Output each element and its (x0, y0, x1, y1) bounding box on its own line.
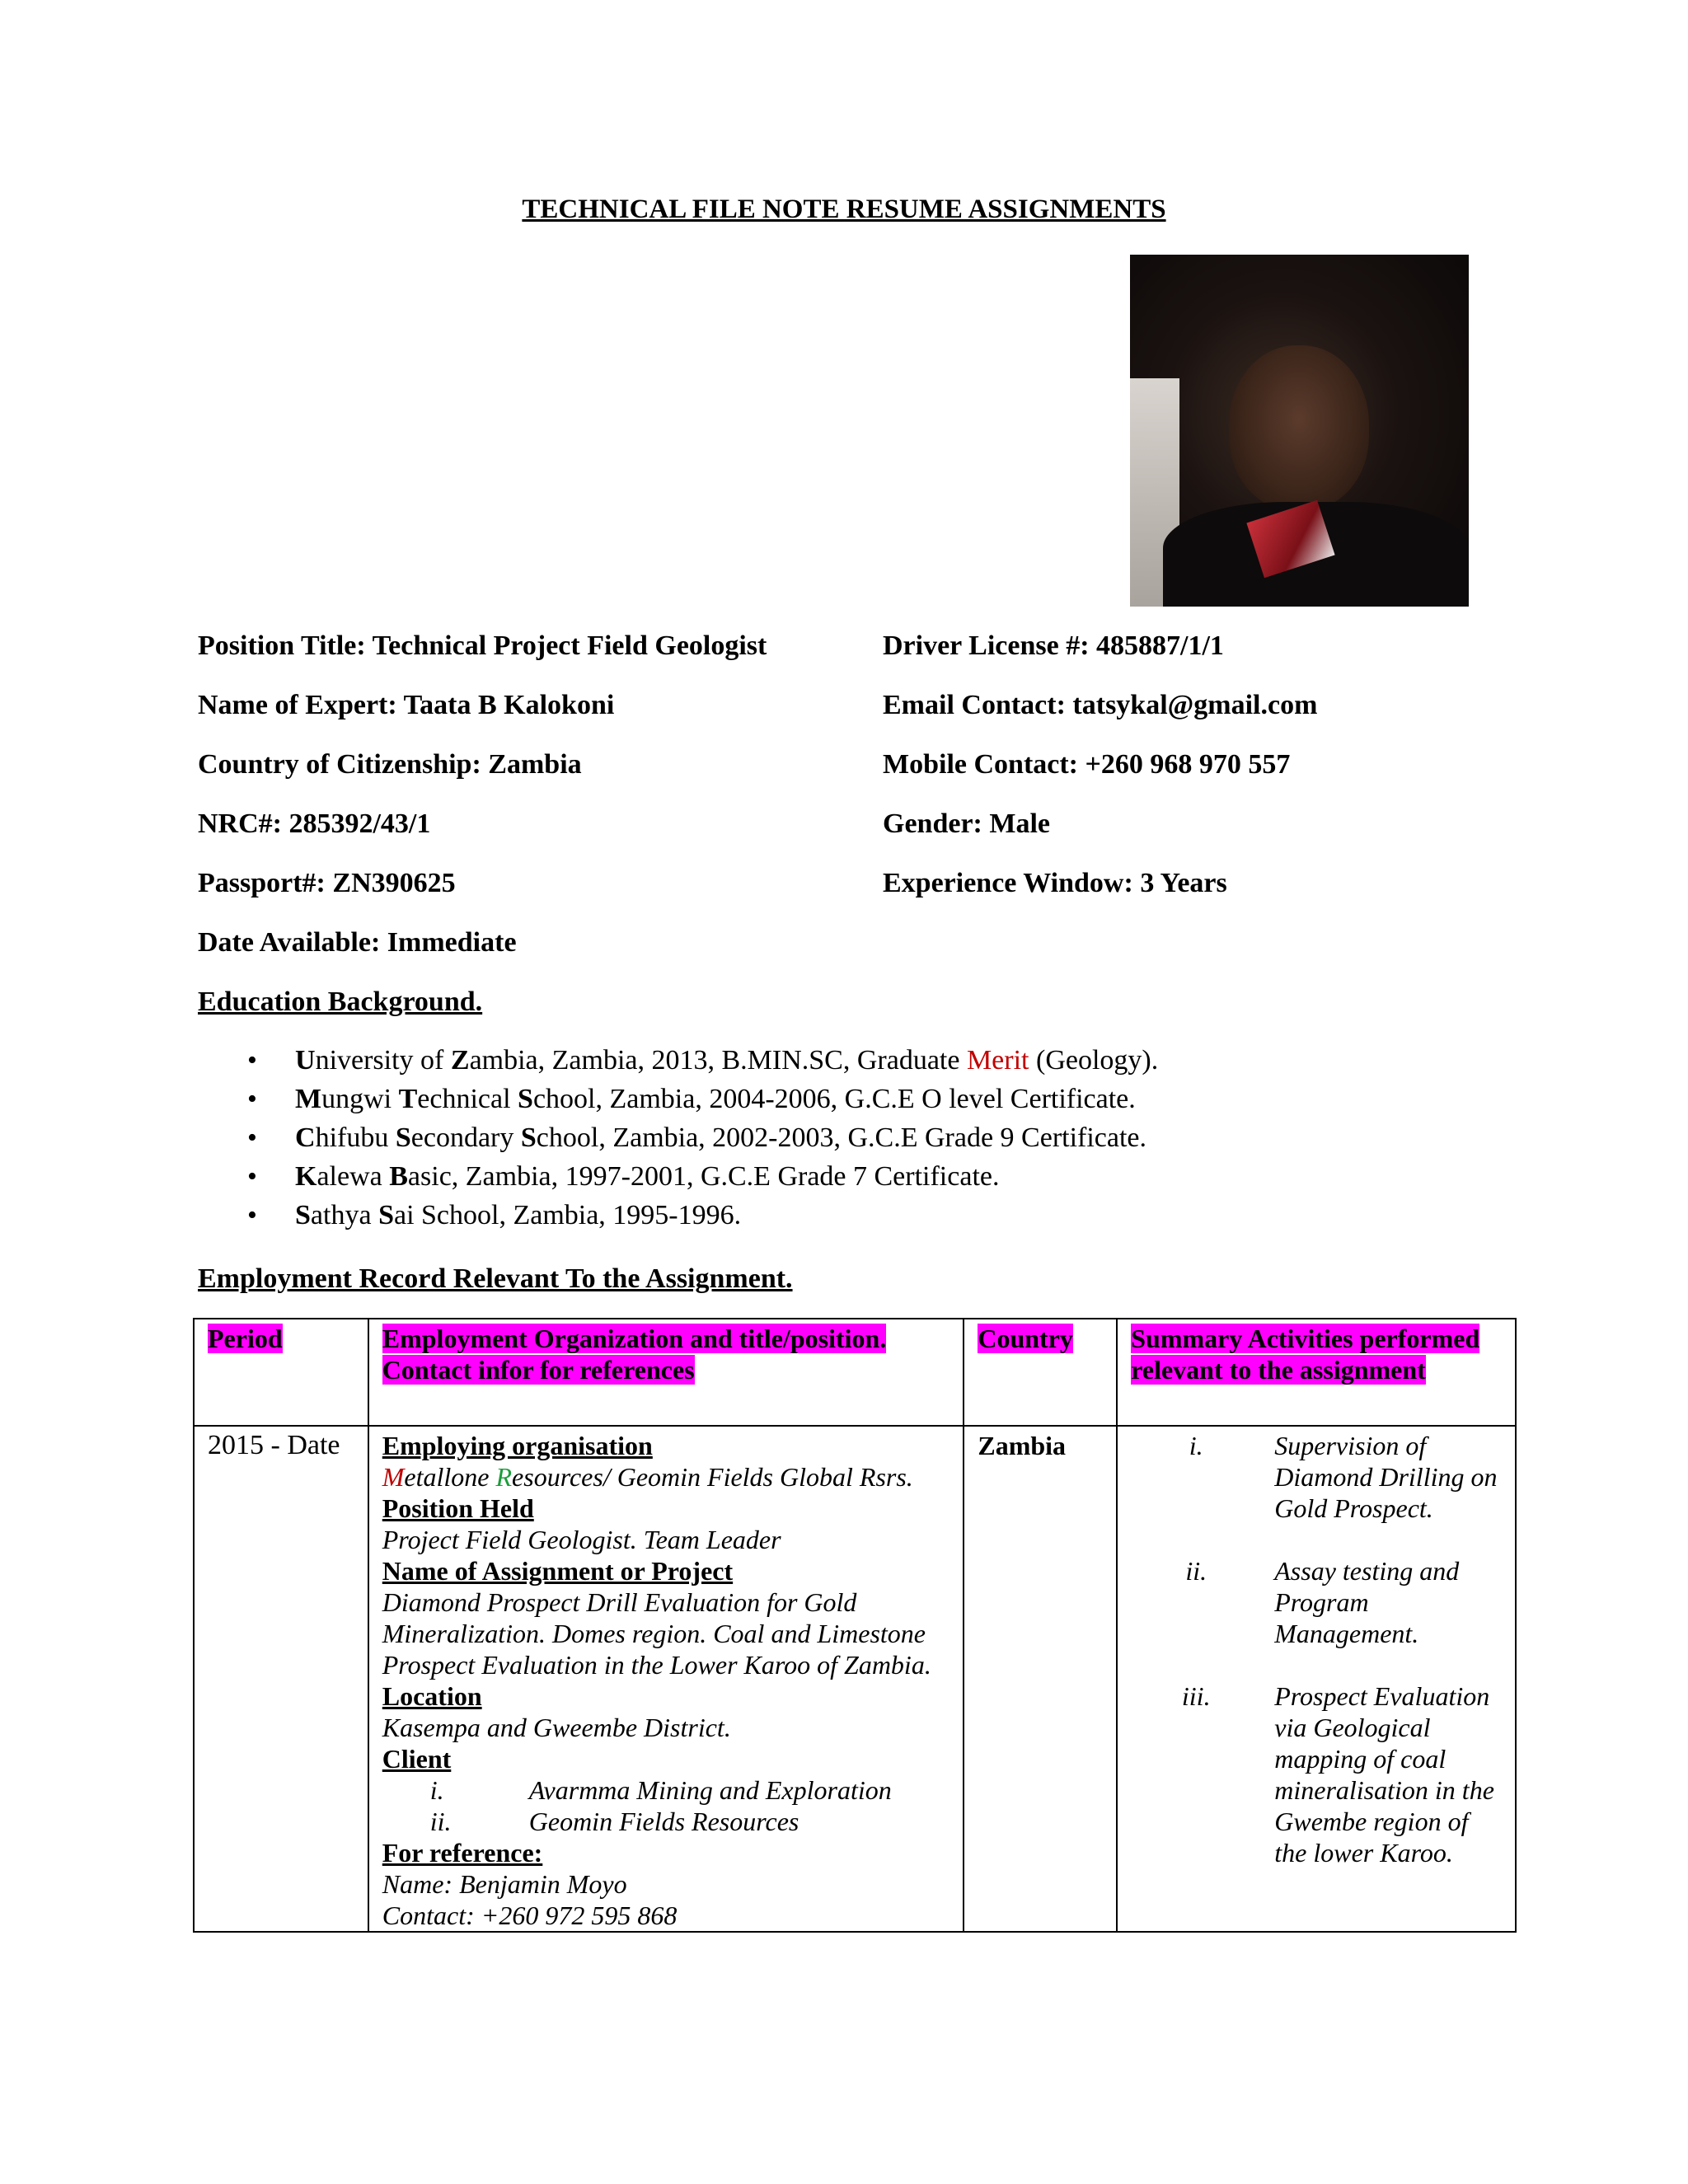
table-header-row (194, 1319, 1516, 1426)
detail-experience-window: Experience Window: 3 Years (883, 868, 1227, 898)
detail-citizenship: Country of Citizenship: Zambia (198, 749, 582, 780)
header-period: Period (194, 1319, 368, 1426)
header-summary: Summary Activities performed relevant to the assignment (1117, 1319, 1516, 1426)
document-title: TECHNICAL FILE NOTE RESUME ASSIGNMENTS (522, 194, 1166, 224)
list-item: • Kalewa Basic, Zambia, 1997-2001, G.C.E Grade 7 Certificate. (295, 1157, 1614, 1196)
location-value: Kasempa and Gweembe District. (382, 1713, 731, 1742)
list-item: iii. Prospect Evaluation via Geological mapping of coal mineralisation in the Gwembe region of the lower Karoo. (1181, 1681, 1494, 1868)
detail-date-available: Date Available: Immediate (198, 927, 517, 958)
reference-contact: Contact: +260 972 595 868 (382, 1900, 678, 1930)
list-item: i. Supervision of Diamond Drilling on Gold Prospect. (1189, 1431, 1498, 1523)
cell-period: 2015 - Date (194, 1426, 368, 1932)
detail-nrc: NRC#: 285392/43/1 (198, 808, 431, 839)
reference-label: For reference: (382, 1838, 543, 1868)
profile-photo (1130, 255, 1469, 607)
location-label: Location (382, 1681, 482, 1711)
detail-name-of-expert: Name of Expert: Taata B Kalokoni (198, 690, 615, 720)
detail-mobile: Mobile Contact: +260 968 970 557 (883, 749, 1291, 780)
detail-gender: Gender: Male (883, 808, 1050, 839)
employing-label: Employing organisation (382, 1431, 653, 1460)
position-held: Project Field Geologist. Team Leader (382, 1525, 781, 1554)
header-organization: Employment Organization and title/position. Contact infor for references (368, 1319, 964, 1426)
position-label: Position Held (382, 1493, 534, 1523)
employing-organisation: Metallone Resources/ Geomin Fields Global Rsrs. (382, 1462, 913, 1492)
detail-passport: Passport#: ZN390625 (198, 868, 456, 898)
list-item: i. Avarmma Mining and Exploration (429, 1775, 892, 1805)
detail-driver-license: Driver License #: 485887/1/1 (883, 630, 1224, 661)
list-item: ii. Geomin Fields Resources (429, 1807, 799, 1836)
detail-position-title: Position Title: Technical Project Field Geologist (198, 630, 767, 661)
employment-table (193, 1318, 1517, 1933)
cell-organization (368, 1426, 964, 1932)
assignment-label: Name of Assignment or Project (382, 1556, 734, 1586)
list-item: • Chifubu Secondary School, Zambia, 2002-2003, G.C.E Grade 9 Certificate. (295, 1118, 1614, 1157)
table-row (194, 1426, 1516, 1932)
list-item: ii. Assay testing and Program Management. (1185, 1556, 1460, 1648)
list-item: • Sathya Sai School, Zambia, 1995-1996. (295, 1196, 1614, 1235)
education-list (198, 1041, 1614, 1235)
list-item: • University of Zambia, Zambia, 2013, B.MIN.SC, Graduate Merit (Geology). (295, 1041, 1614, 1080)
reference-name: Name: Benjamin Moyo (382, 1869, 627, 1899)
detail-email: Email Contact: tatsykal@gmail.com (883, 690, 1318, 720)
list-item: • Mungwi Technical School, Zambia, 2004-2006, G.C.E O level Certificate. (295, 1080, 1614, 1118)
client-label: Client (382, 1744, 452, 1774)
education-heading: Education Background. (198, 987, 483, 1017)
cell-activities (1117, 1426, 1516, 1932)
header-country: Country (964, 1319, 1117, 1426)
cell-country: Zambia (964, 1426, 1117, 1932)
employment-heading: Employment Record Relevant To the Assignment. (198, 1263, 793, 1294)
assignment-name: Diamond Prospect Drill Evaluation for Gold Mineralization. Domes region. Coal and Limestone Prospect Evaluation in the Lower Karoo of Zambia. (382, 1587, 931, 1680)
